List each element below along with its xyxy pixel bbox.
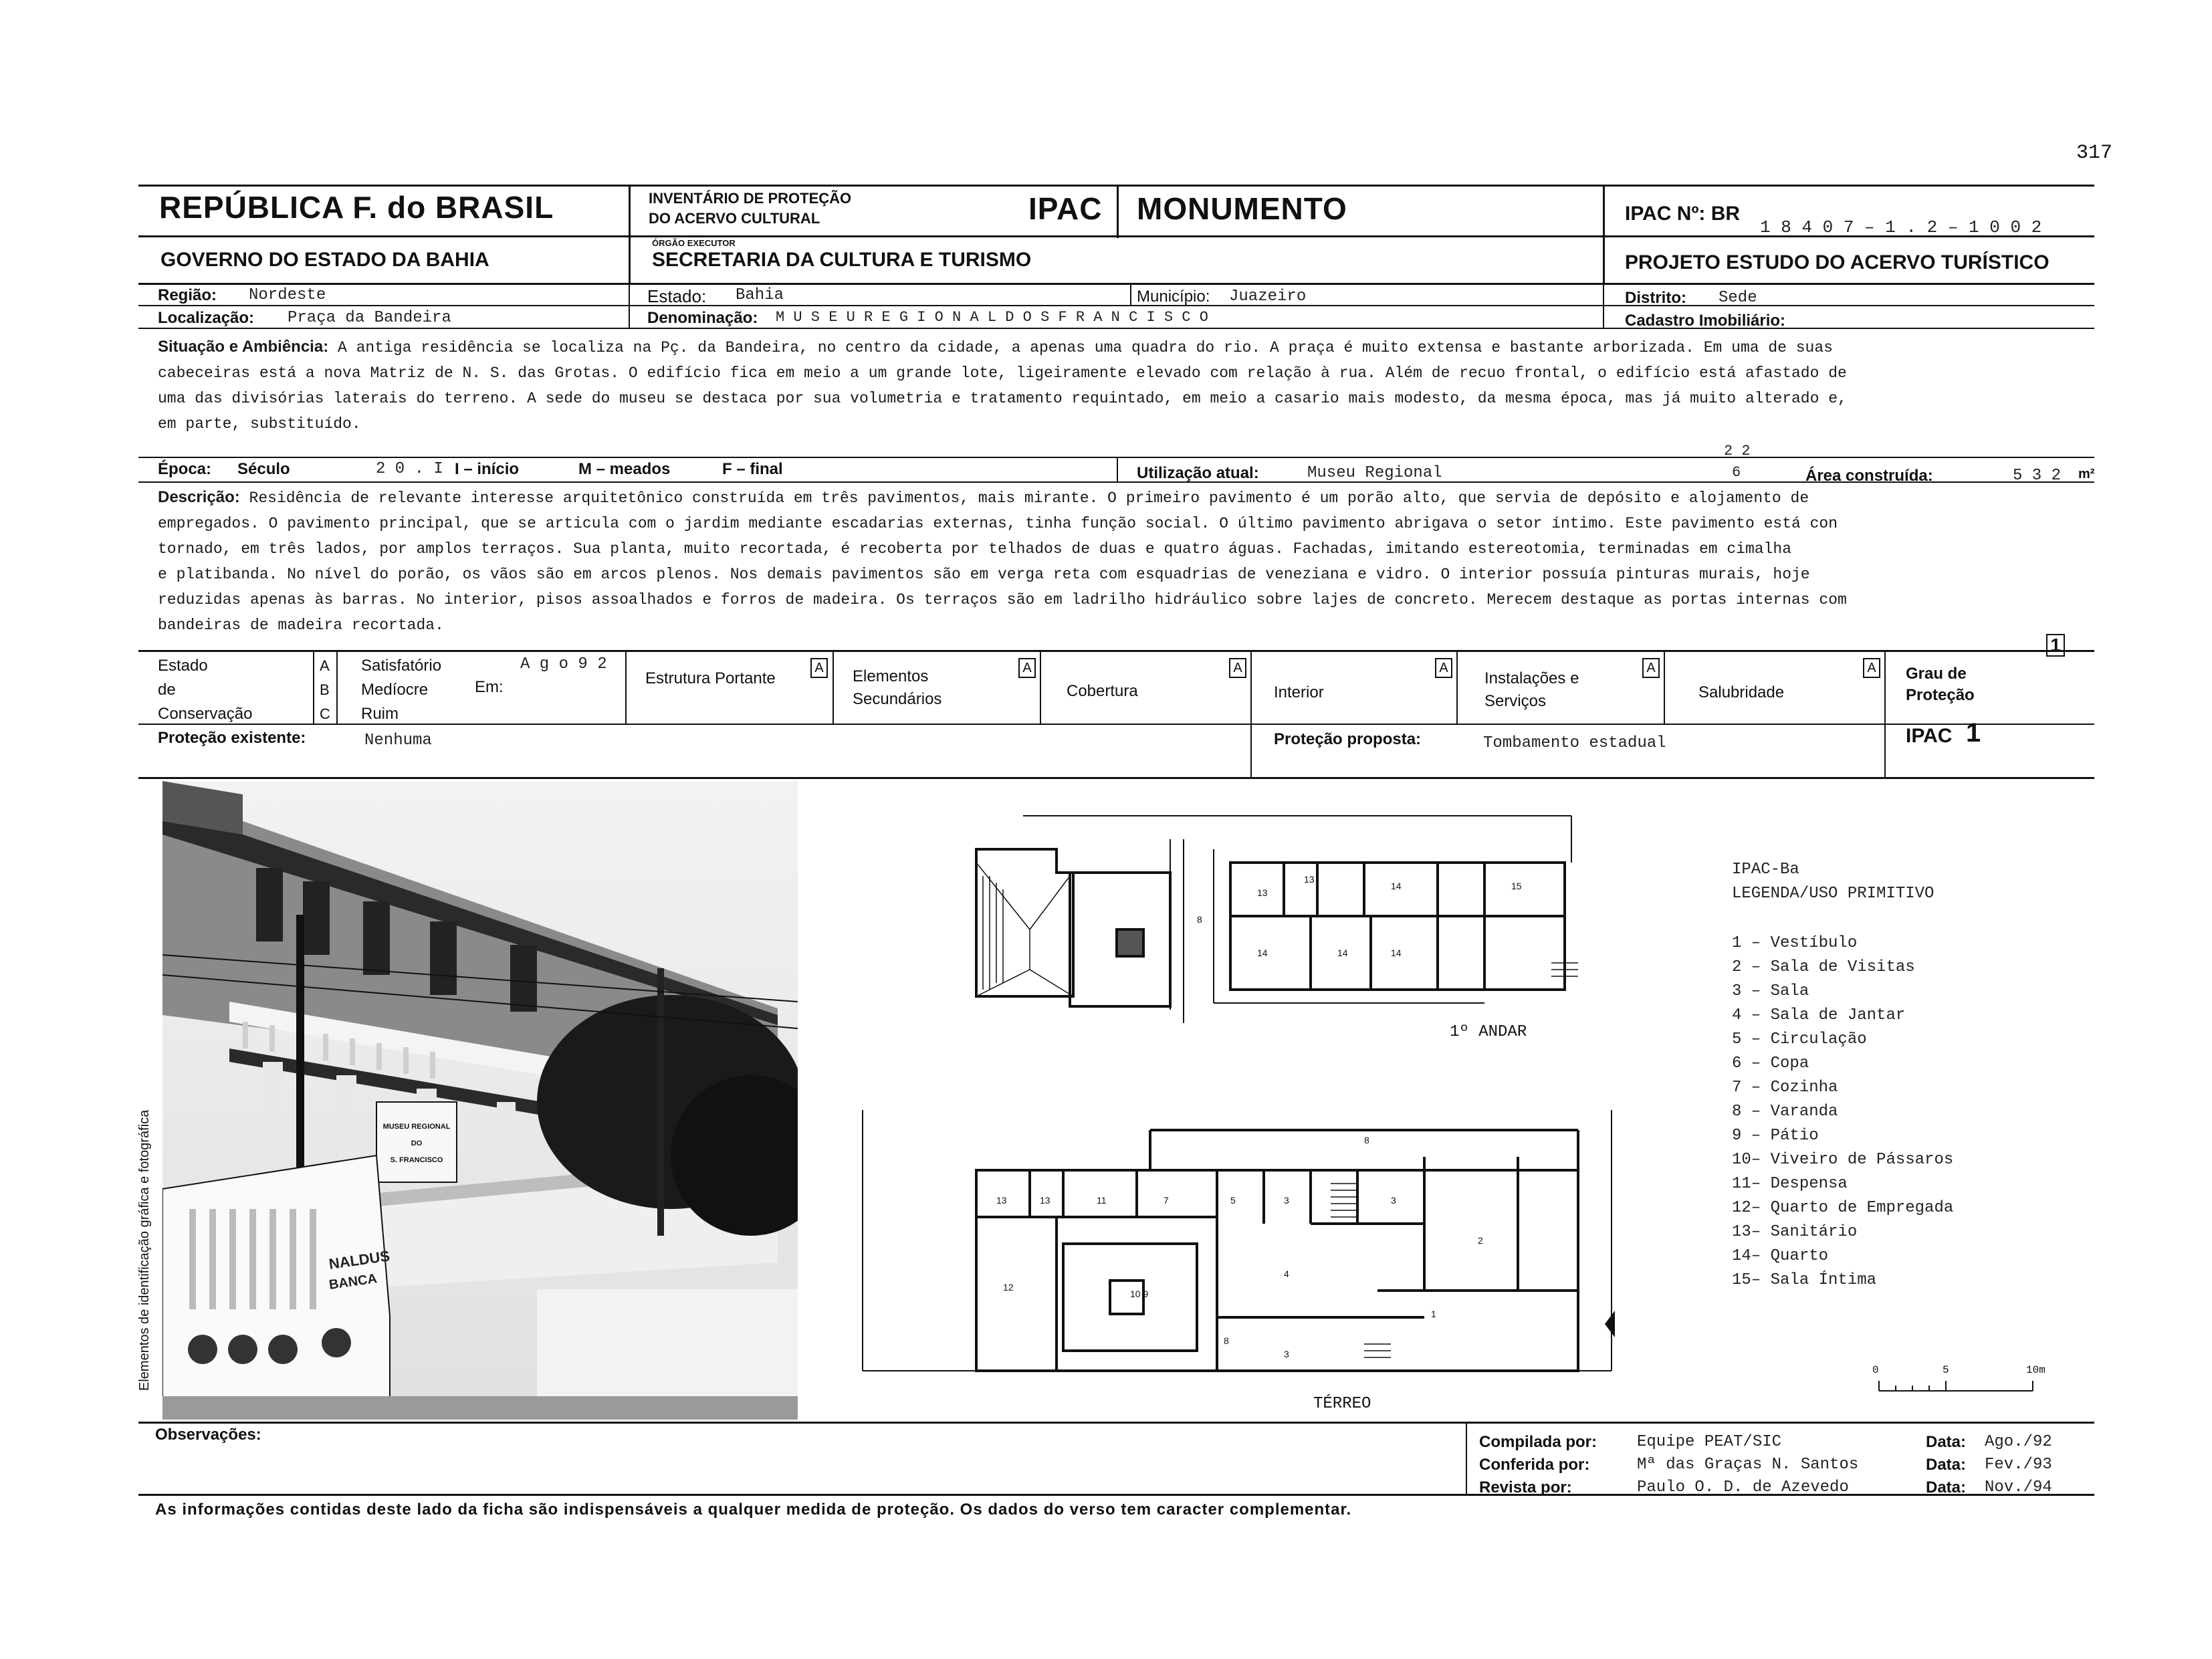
svg-text:13: 13 xyxy=(1304,874,1315,885)
terreo-label: TÉRREO xyxy=(1313,1395,1371,1413)
rule xyxy=(138,1422,2094,1424)
footer-labels xyxy=(1479,1431,1597,1499)
protecao-proposta-value: Tombamento estadual xyxy=(1483,734,1666,752)
grau-value: 1 xyxy=(1966,718,1981,748)
estado-value: Bahia xyxy=(736,286,784,304)
revista-label: Revista por: xyxy=(1479,1478,1572,1497)
monumento-title: MONUMENTO xyxy=(1137,191,1347,226)
divider xyxy=(1456,650,1458,725)
salubridade-label: Salubridade xyxy=(1698,683,1785,701)
scale-ten: 10m xyxy=(2026,1364,2045,1376)
utilizacao-value: Museu Regional xyxy=(1307,464,1442,482)
grau-protecao-label: Grau de Proteção xyxy=(1906,665,1975,704)
grade-elementos: A xyxy=(1018,658,1036,678)
situacao-line: uma das divisórias laterais do terreno. A sede do museu se destaca por sua volumetria e tratamento requintado, em meio a casario mais modesto, da mesma época, mas já muito alterado e, xyxy=(158,390,1847,407)
situacao-block xyxy=(158,334,2094,437)
rule xyxy=(138,305,2094,306)
descricao-line: empregados. O pavimento principal, que se articula com o jardim mediante escadarias externas, tinha função social. O último pavimento abrigava o setor íntimo. Este pavimento está con xyxy=(158,515,1838,532)
protecao-proposta-label: Proteção proposta: xyxy=(1274,730,1422,748)
svg-text:S. FRANCISCO: S. FRANCISCO xyxy=(390,1156,443,1164)
grau-ipac-label: IPAC xyxy=(1906,725,1953,747)
svg-text:8: 8 xyxy=(1224,1335,1229,1346)
protecao-existente-value: Nenhuma xyxy=(364,732,432,750)
divider xyxy=(336,650,338,725)
svg-text:15: 15 xyxy=(1511,881,1522,891)
data-3: Nov./94 xyxy=(1985,1478,2052,1497)
descricao-line: tornado, em três lados, por amplos terraços. Sua planta, muito recortada, é recoberta por telhados de duas e quatro águas. Fachadas, imitando estereotomia, terminadas em cimalha xyxy=(158,540,1791,558)
svg-text:MUSEU REGIONAL: MUSEU REGIONAL xyxy=(382,1123,451,1131)
option-c: C xyxy=(320,705,330,722)
svg-text:7: 7 xyxy=(1164,1195,1169,1206)
distrito-value: Sede xyxy=(1719,289,1757,307)
svg-text:8: 8 xyxy=(1364,1135,1369,1145)
svg-text:12: 12 xyxy=(1003,1282,1014,1293)
divider xyxy=(625,650,627,725)
andar-label: 1º ANDAR xyxy=(1450,1023,1527,1041)
svg-text:14: 14 xyxy=(1391,948,1402,958)
rule xyxy=(138,328,2094,329)
page-number: 317 xyxy=(2076,142,2113,164)
legend-item: 15– Sala Íntima xyxy=(1732,1271,1877,1289)
cobertura-label: Cobertura xyxy=(1067,682,1138,700)
svg-text:3: 3 xyxy=(1391,1195,1396,1206)
seculo-value: 2 0 . I xyxy=(376,460,443,478)
conservacao-word: Conservação xyxy=(158,705,253,723)
orgao-label: ÓRGÃO EXECUTOR xyxy=(652,238,736,248)
orgao-value: SECRETARIA DA CULTURA E TURISMO xyxy=(652,249,1032,271)
utilizacao-label: Utilização atual: xyxy=(1137,464,1259,482)
situacao-line xyxy=(158,334,2094,360)
satisfatorio-label: Satisfatório xyxy=(361,657,442,675)
scale-zero: 0 xyxy=(1872,1364,1879,1376)
grade-estrutura: A xyxy=(810,658,828,678)
ipac-number-value: 1 8 4 0 7 – 1 . 2 – 1 0 0 2 xyxy=(1760,217,2042,237)
conferida-label: Conferida por: xyxy=(1479,1456,1590,1474)
svg-text:BANCA: BANCA xyxy=(328,1271,378,1293)
area-value: 5 3 2 xyxy=(2013,467,2062,485)
data-values xyxy=(1985,1431,2052,1499)
inicio-option: I – início xyxy=(455,460,520,478)
svg-text:3: 3 xyxy=(1284,1349,1289,1359)
data-label: Data: xyxy=(1926,1478,1967,1497)
rule xyxy=(138,650,2094,652)
data-2: Fev./93 xyxy=(1985,1456,2052,1474)
svg-text:14: 14 xyxy=(1337,948,1348,958)
municipio-value: Juazeiro xyxy=(1229,288,1307,306)
data-label: Data: xyxy=(1926,1433,1967,1451)
situacao-line: cabeceiras está a nova Matriz de N. S. das Grotas. O edifício fica em meio a um grande lote, ligeiramente elevado com relação à rua. Além de recuo frontal, o edifício está afastado de xyxy=(158,364,1847,382)
republica-title: REPÚBLICA F. do BRASIL xyxy=(159,190,554,225)
divider xyxy=(1603,284,1604,329)
svg-text:14: 14 xyxy=(1257,948,1268,958)
data-labels xyxy=(1926,1431,1966,1499)
estrutura-label: Estrutura Portante xyxy=(645,669,776,687)
de-word: de xyxy=(158,681,176,699)
grade-instalacoes: A xyxy=(1642,658,1660,678)
descricao-line xyxy=(158,485,2094,511)
svg-text:2: 2 xyxy=(1478,1235,1483,1246)
ipac-title: IPAC xyxy=(1028,191,1103,226)
svg-text:13: 13 xyxy=(1257,887,1268,898)
divider xyxy=(1130,284,1131,306)
estado-conservacao-label xyxy=(158,654,252,726)
seculo-label: Século xyxy=(237,460,290,478)
situacao-line: em parte, substituído. xyxy=(158,415,361,433)
legend-item: 5 – Circulação xyxy=(1732,1030,1867,1048)
compilada-value: Equipe PEAT/SIC xyxy=(1637,1433,1782,1451)
legend-item: 10– Viveiro de Pássaros xyxy=(1732,1151,1954,1169)
svg-text:NALDUS: NALDUS xyxy=(328,1247,391,1273)
divider xyxy=(629,185,631,285)
divider xyxy=(1466,1422,1467,1495)
svg-text:13: 13 xyxy=(1040,1195,1050,1206)
meados-option: M – meados xyxy=(578,460,671,478)
em-label: Em: xyxy=(475,678,504,696)
grade-salubridade: A xyxy=(1863,658,1880,678)
grau-box: 1 xyxy=(2046,634,2065,657)
scale-five: 5 xyxy=(1943,1364,1949,1376)
distrito-label: Distrito: xyxy=(1625,289,1686,307)
divider xyxy=(1117,185,1119,238)
elementos-label: Elementos Secundários xyxy=(853,667,942,708)
option-b: B xyxy=(320,681,330,698)
legend-item: 4 – Sala de Jantar xyxy=(1732,1006,1906,1024)
option-a: A xyxy=(320,657,330,674)
pavimentos-value: 2 2 xyxy=(1724,443,1751,459)
legend-item: 13– Sanitário xyxy=(1732,1223,1858,1241)
legend-item: 1 – Vestíbulo xyxy=(1732,934,1858,952)
final-option: F – final xyxy=(722,460,783,478)
em-value: A g o 9 2 xyxy=(520,655,607,673)
scale-bar xyxy=(1872,1364,2046,1404)
svg-text:11: 11 xyxy=(1097,1195,1107,1206)
svg-text:1: 1 xyxy=(1431,1309,1436,1319)
inventario-line: INVENTÁRIO DE PROTEÇÃO xyxy=(649,190,852,207)
divider xyxy=(1040,650,1041,725)
area-unit: m² xyxy=(2078,467,2095,481)
projeto-title: PROJETO ESTUDO DO ACERVO TURÍSTICO xyxy=(1625,251,2050,273)
descricao-line: bandeiras de madeira recortada. xyxy=(158,617,444,634)
revista-value: Paulo O. D. de Azevedo xyxy=(1637,1478,1849,1497)
legend-org: IPAC-Ba xyxy=(1732,861,1799,879)
rule xyxy=(138,777,2094,779)
divider xyxy=(629,284,630,329)
localizacao-label: Localização: xyxy=(158,309,255,327)
legend-item: 11– Despensa xyxy=(1732,1175,1848,1193)
interior-label: Interior xyxy=(1274,683,1324,701)
divider xyxy=(1250,650,1252,777)
municipio-label: Município: xyxy=(1137,288,1210,306)
footer-note: As informações contidas deste lado da ficha são indispensáveis a qualquer medida de proteção. Os dados do verso tem caracter complementar. xyxy=(155,1501,1352,1519)
svg-text:5: 5 xyxy=(1230,1195,1236,1206)
svg-text:3: 3 xyxy=(1284,1195,1289,1206)
situacao-label: Situação e Ambiência: xyxy=(158,338,329,356)
legend xyxy=(1732,858,1953,1293)
regiao-label: Região: xyxy=(158,286,217,304)
situacao-text: A antiga residência se localiza na Pç. da Bandeira, no centro da cidade, a apenas uma quadra do rio. A praça é muito extensa e bastante arborizada. Em uma de suas xyxy=(338,339,1833,356)
conservacao-labels xyxy=(361,654,441,726)
observacoes-label: Observações: xyxy=(155,1426,261,1444)
legend-item: 14– Quarto xyxy=(1732,1247,1829,1265)
divider xyxy=(1884,650,1886,777)
estado-label: Estado: xyxy=(647,286,707,306)
estado-word: Estado xyxy=(158,657,208,675)
pavimentos-value-2: 6 xyxy=(1732,464,1741,481)
acervo-line: DO ACERVO CULTURAL xyxy=(649,210,820,227)
legend-item: 9 – Pátio xyxy=(1732,1127,1819,1145)
descricao-block xyxy=(158,485,2094,638)
ruim-label: Ruim xyxy=(361,705,399,723)
svg-text:14: 14 xyxy=(1391,881,1402,891)
photo-caption: Elementos de identificação gráfica e fotográfica xyxy=(137,1109,152,1391)
compilada-label: Compilada por: xyxy=(1479,1433,1597,1451)
protecao-existente-label: Proteção existente: xyxy=(158,729,306,747)
building-photo xyxy=(162,781,798,1420)
divider xyxy=(313,650,314,725)
data-1: Ago./92 xyxy=(1985,1433,2052,1451)
divider xyxy=(833,650,834,725)
denominacao-value: M U S E U R E G I O N A L D O S F R A N C I S C O xyxy=(776,309,1208,326)
regiao-value: Nordeste xyxy=(249,286,326,304)
svg-text:8: 8 xyxy=(1197,914,1202,925)
svg-text:4: 4 xyxy=(1284,1268,1289,1279)
mediocre-label: Medíocre xyxy=(361,681,429,699)
area-label: Área construída: xyxy=(1805,467,1933,485)
epoca-label: Época: xyxy=(158,460,212,478)
rule xyxy=(138,283,2094,285)
descricao-line: reduzidas apenas às barras. No interior, pisos assoalhados e forros de madeira. Os terraços são em ladrilho hidráulico sobre lajes de concreto. Merecem destaque as portas internas com xyxy=(158,591,1847,609)
conferida-value: Mª das Graças N. Santos xyxy=(1637,1456,1859,1474)
svg-text:DO: DO xyxy=(411,1139,423,1147)
data-label: Data: xyxy=(1926,1456,1967,1474)
governo-title: GOVERNO DO ESTADO DA BAHIA xyxy=(160,249,489,271)
ipac-number-label: IPAC Nº: BR xyxy=(1625,203,1741,225)
cadastro-label: Cadastro Imobiliário: xyxy=(1625,312,1786,330)
divider xyxy=(1117,457,1118,483)
localizacao-value: Praça da Bandeira xyxy=(288,309,451,327)
legend-item: 2 – Sala de Visitas xyxy=(1732,958,1915,976)
svg-text:13: 13 xyxy=(996,1195,1007,1206)
legend-title: LEGENDA/USO PRIMITIVO xyxy=(1732,885,1934,903)
descricao-text: Residência de relevante interesse arquitetônico construída em três pavimentos, mais mirante. O primeiro pavimento é um porão alto, que servia de depósito e alojamento de xyxy=(249,489,1809,507)
svg-text:10 9: 10 9 xyxy=(1130,1289,1149,1299)
descricao-label: Descrição: xyxy=(158,488,240,506)
grade-cobertura: A xyxy=(1229,658,1246,678)
legend-item: 3 – Sala xyxy=(1732,982,1809,1000)
instalacoes-label: Instalações e Serviços xyxy=(1484,669,1579,710)
legend-item: 12– Quarto de Empregada xyxy=(1732,1199,1954,1217)
legend-item: 7 – Cozinha xyxy=(1732,1079,1838,1097)
footer-values xyxy=(1637,1431,1858,1499)
descricao-line: e platibanda. No nível do porão, os vãos são em arcos plenos. Nos demais pavimentos são em verga reta com esquadrias de veneziana e vidro. O interior possuía pinturas murais, hoje xyxy=(158,566,1810,583)
legend-item: 8 – Varanda xyxy=(1732,1103,1838,1121)
legend-item: 6 – Copa xyxy=(1732,1055,1809,1073)
divider xyxy=(1664,650,1665,725)
divider xyxy=(1603,185,1605,285)
floor-plans xyxy=(849,809,1652,1438)
grade-interior: A xyxy=(1435,658,1452,678)
denominacao-label: Denominação: xyxy=(647,309,758,327)
conservacao-options xyxy=(320,654,330,726)
